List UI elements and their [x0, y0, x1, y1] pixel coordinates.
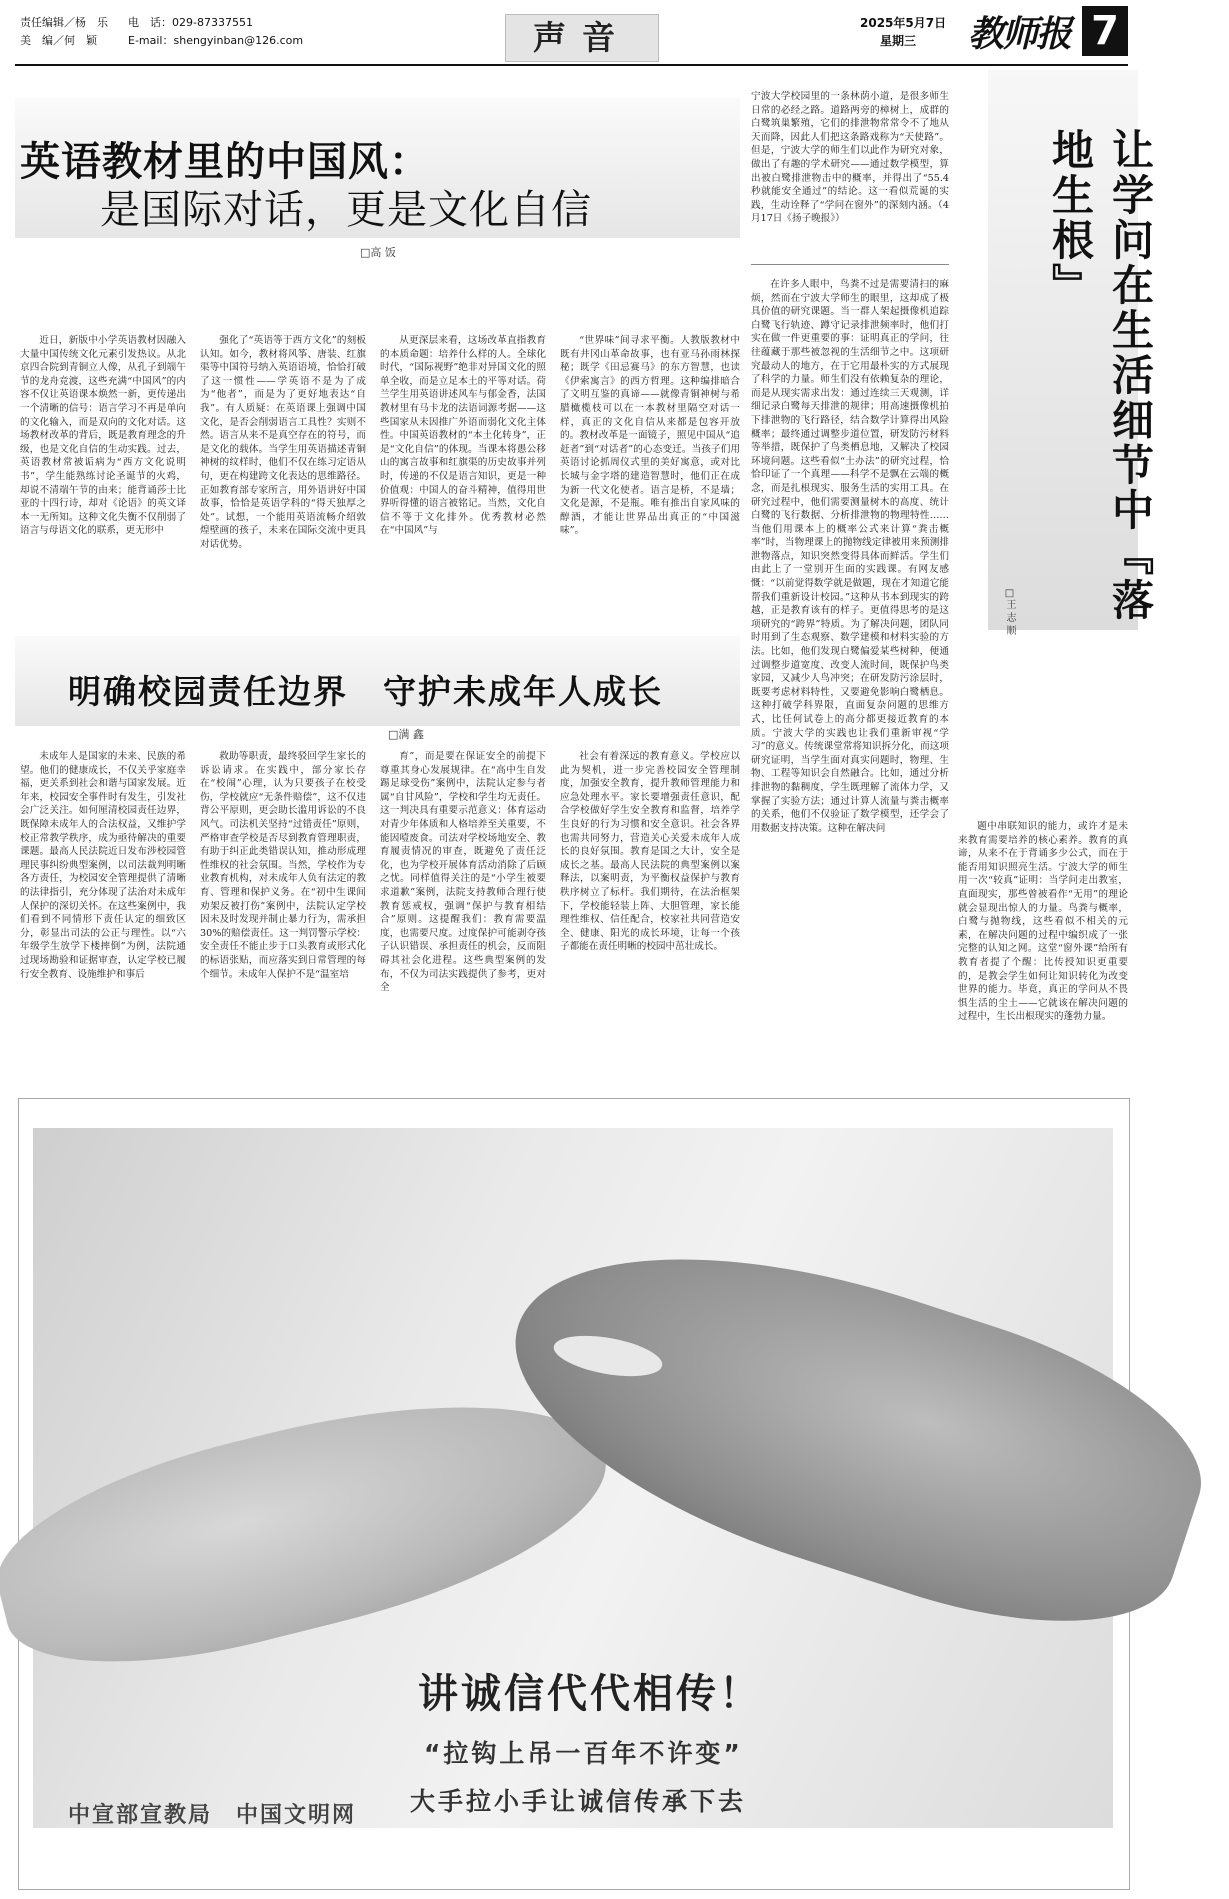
article1-column-3: 从更深层来看，这场改革直指教育的本质命题：培养什么样的人。全球化时代，“国际视野”绝非对异国文化的照单全收，而是立足本土的平等对话。荷兰学生用英语讲述风车与郁金香，法国教材里有马卡龙的法语词源考据——这些国家从未因推广外语而弱化文化主体性。中国英语教材的“本土化转身”，正是“文化自信”的体现。当课本将愚公移山的寓言故事和红旗渠的历史故事并列时，传递的不仅是语言知识，更是一种价值观：中国人的奋斗精神，值得用世界听得懂的语言被铭记。当然，文化自信不等于文化排外。优秀教材必然在“中国风”与 [380, 335, 546, 537]
article2-byline: □满 鑫 [388, 728, 424, 741]
article1-byline: □高 饭 [360, 246, 396, 259]
article2-column-4: 社会有着深远的教育意义。学校应以此为契机，进一步完善校园安全管理制度，加强安全教育，提升教师管理能力和应急处理水平。家长要增强责任意识，配合学校做好学生安全教育和监督，培养学生良好的行为习惯和安全意识。社会各界也需共同努力，营造关心关爱未成年人成长的良好氛围。教育是国之大计，安全是成长之基。最高人民法院的典型案例以案释法，以案明责，为平衡权益保护与教育秩序树立了标杆。我们期待，在法治框架下，学校能轻装上阵、大胆管理，家长能理性维权、信任配合，校家社共同营造安全、健康、阳光的成长环境，让每一个孩子都能在责任明晰的校园中茁壮成长。 [560, 751, 740, 953]
psa-photo [33, 1128, 1113, 1828]
article2-column-2: 救助等职责，最终驳回学生家长的诉讼请求。在实践中，部分家长存在“校闹”心理，认为只要孩子在校受伤，学校就应“无条件赔偿”，这不仅违背公平原则，更会助长滥用诉讼的不良风气。司法机关坚持“过错责任”原则，严格审查学校是否尽到教育管理职责，有助于纠正此类错误认知，推动形成理性维权的社会氛围。当然，学校作为专业教育机构，对未成年人负有法定的教育、管理和保护义务。在“初中生课间劝架反被打伤”案例中，法院认定学校因未及时发现并制止暴力行为，需承担30%的赔偿责任。这一判罚警示学校：安全责任不能止步于口头教育或形式化的标语张贴，而应落实到日常管理的每个细节。未成年人保护不是“温室培 [200, 751, 366, 980]
article1-title-line2: 是国际对话，更是文化自信 [100, 187, 592, 233]
article2-column-1: 未成年人是国家的未来、民族的希望。他们的健康成长，不仅关乎家庭幸福，更关系到社会和谐与国家发展。近年来，校园安全事件时有发生，引发社会广泛关注。如何厘清校园责任边界，既保障未成年人的合法权益，又维护学校正常教学秩序，成为亟待解决的重要课题。最高人民法院近日发布涉校园管理民事纠纷典型案例，以司法裁判明晰各方责任，为校园安全管理提供了清晰的法律指引，充分体现了法治对未成年人保护的深切关怀。在这些案例中，我们看到不同情形下责任认定的细致区分，彰显出司法的公正与理性。以“六年级学生放学下楼摔倒”为例，法院通过现场勘验和证据审查，认定学校已履行安全教育、设施维护和事后 [20, 751, 186, 980]
page-number: 7 [1082, 6, 1128, 56]
psa-quote: “拉钩上吊一百年不许变” [424, 1739, 743, 1768]
article3-intro: 宁波大学校园里的一条林荫小道，是很多师生日常的必经之路。道路两旁的樟树上，成群的白鹭筑巢繁殖，它们的排泄物常常令不了地从天而降，因此人们把这条路戏称为“天使路”。但是，宁波大学的师生们以此作为研究对象，做出了有趣的学术研究——通过数学模型，算出被白鹭排泄物击中的概率，并得出了“55.4秒就能安全通过”的结论。这一看似荒诞的实践，生动诠释了“学问在窗外”的深刻内涵。（4月17日《扬子晚报》） [751, 91, 949, 225]
issue-date: 2025年5月7日 [860, 16, 947, 30]
designer-label: 美 编／何 颖 [20, 34, 97, 47]
header-rule [15, 64, 1128, 66]
phone-label: 电 话：029-87337551 [128, 16, 253, 29]
article3-column-1: 在许多人眼中，鸟粪不过是需要清扫的麻烦，然而在宁波大学师生的眼里，这却成了极具价值的研究课题。当一群人架起摄像机追踪白鹭飞行轨迹、蹲守记录排泄频率时，他们打实在做一件更重要的事：证明真正的学问，往往蕴藏于那些被忽视的生活细节之中。这项研究最动人的地方，在于它用最朴实的方式展现了科学的力量。师生们没有依赖复杂的理论，而是从现实需求出发：通过连续三天观测，详细记录白鹭每天排泄的规律；用高速摄像机拍下排泄物的飞行路径，结合数学计算得出风险概率；最终通过调整步道位置，研发防污材料等举措，既保护了鸟类栖息地，又解决了校园环境问题。这些看似“土办法”的研究过程，恰恰印证了一个真理——科学不是飘在云端的概念，而是扎根现实、服务生活的实用工具。在研究过程中，他们需要测量树木的高度、统计白鹭的飞行数据、分析排泄物的物理特性……当他们用课本上的概率公式来计算“粪击概率”时，当物理课上的抛物线定律被用来预测排泄物落点，知识突然变得具体而鲜活。学生们由此上了一堂别开生面的实践课。有网友感慨：“以前觉得数学就是做题，现在才知道它能帮我们重新设计校园。”这种从书本到现实的跨越，正是教育该有的样子。更值得思考的是这项研究的“跨界”特质。为了解决问题，团队同时用到了生态观察、数学建模和材料实验的方法。比如，他们发现白鹭偏爱某些树种，便通过调整步道宽度、改变人流时间，既保护鸟类家园，又减少人鸟冲突；在研发防污涂层时，既要考虑材料特性，又要避免影响白鹭栖息。这种打破学科界限，直面复杂问题的思维方式，比任何试卷上的高分都更接近教育的本质。宁波大学的实践也让我们重新审视“学习”的意义。传统课堂常将知识拆分化，而这项研究证明，当学生面对真实问题时，物理、生物、工程等知识会自然融合。比如，通过分析排泄物的黏稠度，学生既理解了流体力学，又掌握了实验方法；通过计算人流量与粪击概率的关系，他们不仅验证了数学模型，还学会了用数据支持决策。这种在解决问 [751, 279, 949, 834]
editor-label: 责任编辑／杨 乐 [20, 16, 108, 29]
article1-column-4: “世界味”间寻求平衡。人教版教材中既有井冈山革命故事，也有亚马孙雨林探秘；既学《田忌赛马》的东方智慧，也读《伊索寓言》的西方哲理。这种编排暗合了文明互鉴的真谛——就像青铜神树与希腊橄榄枝可以在一本教材里隔空对话一样，真正的文化自信从来都是包容开放的。教材改革是一面镜子，照见中国从“追赶者”到“对话者”的心态变迁。当孩子们用英语讨论抓周仪式里的美好寓意，或对比长城与金字塔的建造智慧时，他们正在成为新一代文化使者。语言是桥，不是墙；文化是源，不是瓶。唯有推出自家风味的醇酒，才能让世界品出真正的“中国滋味”。 [560, 335, 740, 537]
section-name-box [505, 14, 659, 62]
child-hand [0, 1356, 628, 1700]
article1-column-1: 近日，新版中小学英语教材因融入大量中国传统文化元素引发热议。从北京四合院到青铜立人像，从孔子到端午节的龙舟竞渡，这些充满“中国风”的内容不仅让英语课本焕然一新，更传递出一个清晰的信号：语言学习不再是单向的文化输入，而是双向的文化对话。这场教材改革的背后，既是教育理念的升级，也是文化自信的生动实践。过去，英语教材常被诟病为“西方文化说明书”，学生能熟练讨论圣诞节的火鸡，却说不清端午节的由来；能背诵莎士比亚的十四行诗，却对《论语》的英文译本一无所知。这种文化失衡不仅削弱了语言与母语文化的联系，更无形中 [20, 335, 186, 537]
article2-title: 明确校园责任边界 守护未成年人成长 [68, 672, 663, 711]
section-name: 声音 [533, 18, 631, 57]
psa-slogan: 大手拉小手让诚信传承下去 [410, 1787, 747, 1816]
psa-sponsors: 中宣部宣教局 中国文明网 [68, 1803, 357, 1828]
issue-weekday: 星期三 [880, 34, 917, 48]
article3-byline: □王 志 顺 [1004, 588, 1015, 636]
email-label: E-mail：shengyinban@126.com [128, 34, 304, 47]
paper-name: 教师报 [968, 13, 1071, 55]
article3-title: 让学问在生活细节中『落地生根』 [1046, 128, 1155, 623]
article3-intro-rule [751, 264, 949, 265]
article1-column-2: 强化了“英语等于西方文化”的刻板认知。如今，教材将风筝、唐装、红旗渠等中国符号纳入英语语境，恰恰打破了这一惯性——学英语不是为了成为“他者”，而是为了更好地表达“自我”。有人质疑：在英语课上强调中国文化，是否会削弱语言工具性？实则不然。语言从来不是真空存在的符号，而是文化的载体。当学生用英语描述青铜神树的纹样时，他们不仅在练习定语从句，更在构建跨文化表达的思维路径。正如教育部专家所言，用外语讲好中国故事，恰恰是英语学科的“得天独厚之处”。试想，一个能用英语流畅介绍敦煌壁画的孩子，未来在国际交流中更具对话优势。 [200, 335, 366, 550]
article3-column-2: 题中串联知识的能力，或许才是未来教育需要培养的核心素养。教育的真谛，从来不在于背诵多少公式，而在于能否用知识照亮生活。宁波大学的师生用一次“较真”证明：当学问走出教室，直面现实，那些曾被看作“无用”的理论就会显现出惊人的力量。鸟粪与概率，白鹭与抛物线，这些看似不相关的元素，在解决问题的过程中编织成了一张完整的认知之网。这堂“窗外课”给所有教育者提了个醒：比传授知识更重要的，是教会学生如何让知识转化为改变世界的能力。毕竟，真正的学问从不畏惧生活的尘土——它就该在解决问题的过程中，生长出根现实的蓬勃力量。 [958, 821, 1128, 1023]
article2-column-3: 育”，而是要在保证安全的前提下尊重其身心发展规律。在“高中生自发踢足球受伤”案例中，法院认定参与者属“自甘风险”，学校和学生均无责任。这一判决具有重要示范意义：体育运动对青少年体质和人格培养至关重要，不能因噎废食。司法对学校场地安全、教育履责情况的审查，既避免了责任泛化，也为学校开展体育活动消除了后顾之忧。同样值得关注的是“小学生被要求道歉”案例，法院支持教师合理行使教育惩戒权，强调“保护与教育相结合”原则。这提醒我们：教育需要温度，也需要尺度。过度保护可能剥夺孩子认识错误、承担责任的机会，反而阻碍其社会化进程。这些典型案例的发布，不仅为司法实践提供了参考，更对全 [380, 751, 546, 994]
article1-title-line1: 英语教材里的中国风： [20, 139, 430, 185]
psa-headline: 讲诚信代代相传！ [418, 1671, 762, 1717]
